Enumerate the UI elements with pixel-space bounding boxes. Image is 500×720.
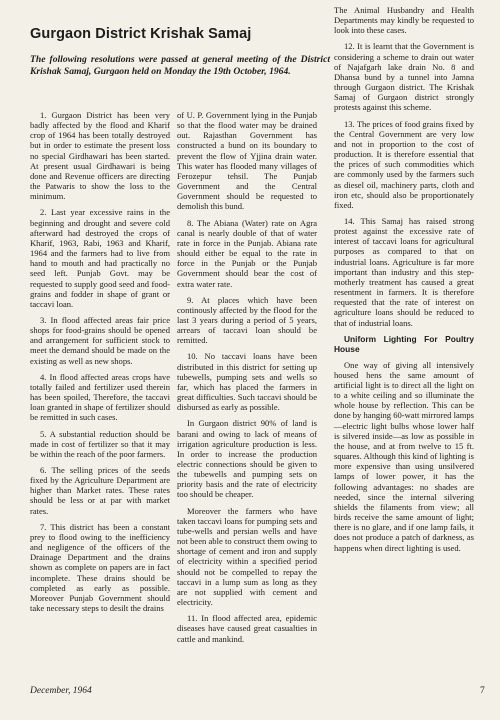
continuation-paragraph: The Animal Husbandry and Health Departments may kindly be requested to look into these cases. [334,5,474,36]
resolution-paragraph: 1. Gurgaon District has been very badly affected by the flood and Kharif crop of 1964 has been totally destroyed but in order to estimate the present loss no special Girdhawari has been started. At present usual Girdhawari is being done and Revenue officers are directing the Patwaris to show the loss to the minimum. [30,110,170,202]
resolution-paragraph: Moreover the farmers who have taken taccavi loans for pumping sets and tube-wells and persian wells and have not been able to construct them owing to shortage of cement and iron and supply of electricity within a specified period should not be compelled to repay the taccavi in a lump sum as long as they are not supplied with cement and electricity. [177,505,317,608]
text-column-1 [30,110,170,619]
article-paragraph: One way of giving all intensively housed hens the same amount of artificial light is to direct all the light on to a white ceiling and so illuminate the whole house by reflection. This can be done by hanging 60-watt mirrored lamps—electric light bulbs whose lower half is silvered inside—as low as possible in the house, and at from twelve to 15 ft. squares. Although this kind of lighting is more expensive than using unsilvered lamps of lower power, it has the following advantages: no shades are needed, since the internal silvering shields the filaments from view; all birds receive the same amount of light; there is no glare, and if one lamp fails, it does not produce a patch of darkness, as happens when direct lighting is used. [334,359,474,553]
section-subheading: Uniform Lighting For Poultry House [334,333,474,354]
resolution-paragraph: 8. The Abiana (Water) rate on Agra canal is nearly double of that of water rate in force in the Punjab. Abiana rate should either be equal to the rate in force in the Punjab or the Punjab Government should bear the cost of extra water rate. [177,217,317,289]
article-title: Gurgaon District Krishak Samaj [30,26,252,42]
resolution-paragraph: 13. The prices of food grains fixed by the Central Government are very low and not in proportion to the cost of production. It is therefore essential that the prices of such commodities which are commonly used by the farmers such as diesel oil, machinery parts, cloth and iron etc, should also be proportionately fixed. [334,118,474,210]
resolution-paragraph: 2. Last year excessive rains in the beginning and drought and severe cold afterward had destroyed the crops of Kharif, 1963, Rabi, 1963 and Kharif, 1964 and the farmers had to live from hand to mouth and had practically no seed left. Punjab Govt. may be requested to supply good seed and food-grains and fodder in shape of grant or taccavi loan. [30,207,170,309]
resolution-paragraph: 9. At places which have been continously affected by the flood for the last 3 years during a period of 5 years, arrears of taccavi loan should be remitted. [177,294,317,346]
resolution-paragraph: 12. It is learnt that the Government is considering a scheme to drain out water of Najafgarh lake drain No. 8 and Dhansa bund by a tunnel into Jamna through Gurgaon district. The Krishak Samaj of Gurgaon district strongly protests against this scheme. [334,41,474,113]
resolution-paragraph: 4. In flood affected areas crops have totally failed and fertilizer used therein has been spoiled, Therefore, the taccavi loan granted in shape of fertilizer should be remitted in such cases. [30,371,170,423]
issue-date: December, 1964 [30,686,92,696]
resolution-paragraph: 3. In flood affected areas fair price shops for food-grains should be opened and arrangement for sufficient stock to meet the demand should be made on the existing as well as new shops. [30,314,170,366]
resolution-paragraph: 14. This Samaj has raised strong protest against the excessive rate of interest of taccavi loans for agricultural purposes as compared to that on industrial loans. Agriculture is far more important than industry and this step-motherly treatment has caused a great resentment in farmers. It is therefore requested that the rate of interest on agriculture loans should be reduced to that of industrial loans. [334,215,474,328]
resolution-paragraph: 7. This district has been a constant prey to flood owing to the inefficiency and negligence of the officers of the Drainage Department and the drains shown as complete on papers are in fact incomplete. These drains should be completed as early as possible. Moreover Punjab Government should take necessary steps to desilt the drains [30,521,170,614]
resolution-paragraph: of U. P. Government lying in the Punjab so that the flood water may be drained out. Rajasthan Government has constructed a bund on its boundary to prevent the flow of Yjjina drain water. This water has flooded many villages of Ferozepur tehsil. The Punjab Government and the Central Government should be requested to demolish this bund. [177,110,317,212]
text-column-3 [334,5,474,559]
text-column-2 [177,110,317,650]
page-number: 7 [480,686,485,696]
resolution-paragraph: 5. A substantial reduction should be made in cost of fertilizer so that it may be within the reach of the poor farmers. [30,428,170,459]
article-intro: The following resolutions were passed at general meeting of the District Krishak Samaj, Gurgaon held on Monday the 19th October, 1964. [30,54,330,77]
resolution-paragraph: 10. No taccavi loans have been distributed in this district for setting up tubewells, pumping sets and wells so far, which has placed the farmers in great difficulties. Such taccavi should be disbursed as early as possible. [177,351,317,413]
resolution-paragraph: In Gurgaon district 90% of land is barani and owing to lack of means of irrigation agriculture production is less. In order to increase the production electric connections should be given to the tubewells and pumping sets on priority basis and the rate of electricity too should be cheaper. [177,418,317,500]
resolution-paragraph: 6. The selling prices of the seeds fixed by the Agriculture Department are higher than Market rates. These rates should be less or at par with market rates. [30,465,170,516]
resolution-paragraph: 11. In flood affected area, epidemic diseases have caused great casualties in cattle and mankind. [177,613,317,644]
